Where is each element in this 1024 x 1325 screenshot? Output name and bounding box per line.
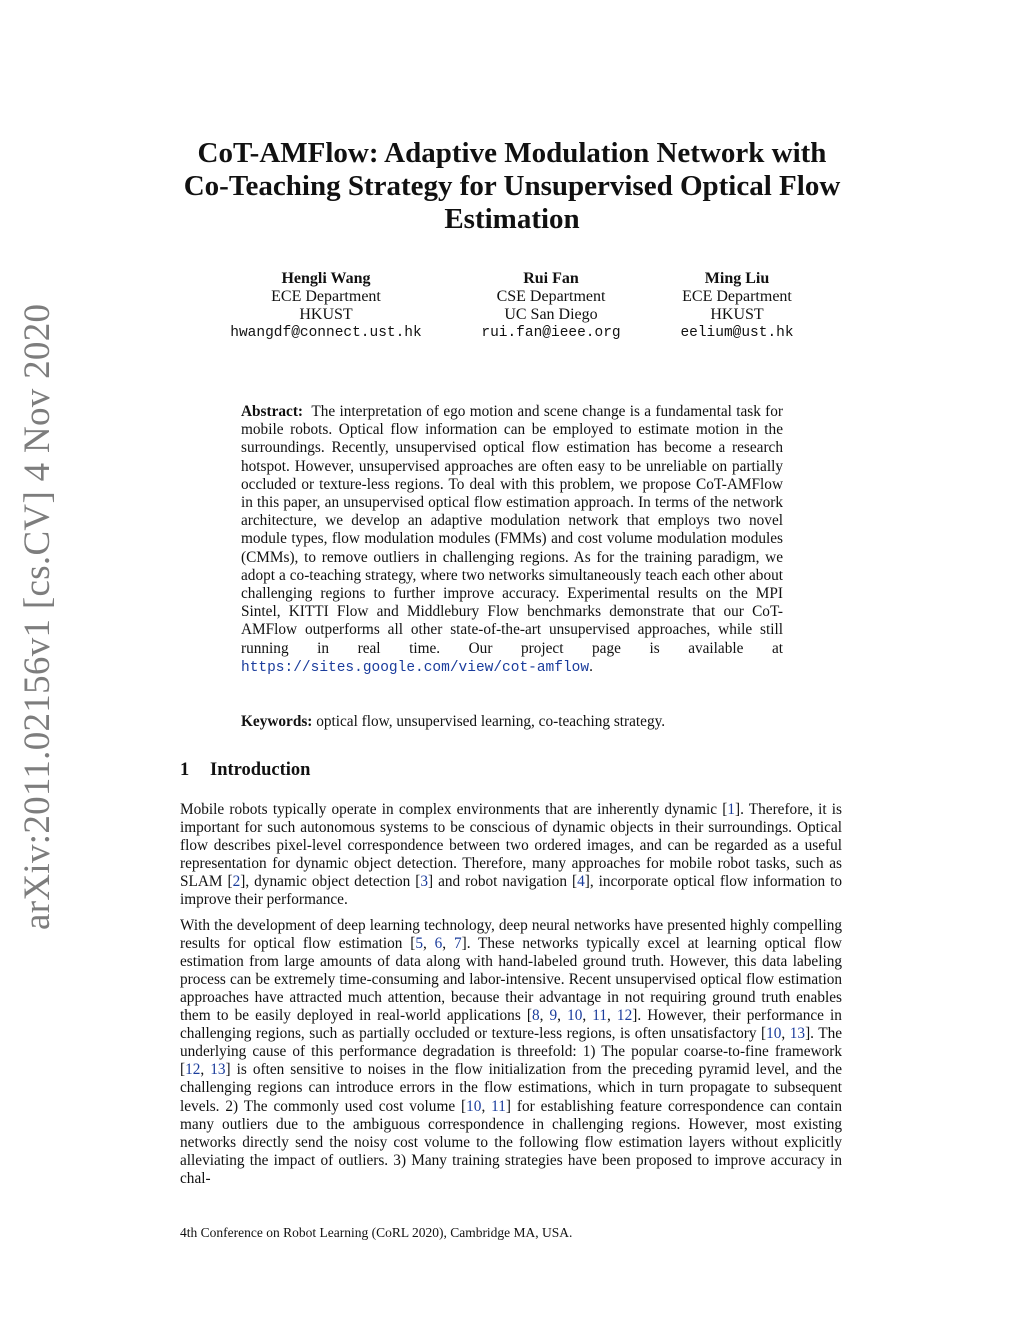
text-run: , [200, 1061, 211, 1079]
citation-link[interactable]: 12 [185, 1061, 201, 1079]
text-run: , [481, 1097, 492, 1115]
section-title: Introduction [210, 760, 311, 780]
author-block [216, 270, 436, 342]
citation-link[interactable]: 5 [415, 934, 423, 952]
citation-link[interactable]: 11 [592, 1007, 608, 1025]
author-department: CSE Department [496, 288, 606, 305]
text-run: ]. The underlying cause of this performance degradation is threefold: 1) The popular coarse-to-fine framework [ [180, 1025, 843, 1079]
text-run: ]. However, their performance in challenging regions, such as partially occluded or texture-less regions, is often unsatisfactory [ [180, 1007, 842, 1043]
arxiv-stamp: arXiv:2011.02156v1 [cs.CV] 4 Nov 2020 [17, 303, 58, 930]
text-run: ] for establishing feature correspondence can contain many outliers due to the ambiguous correspondence in challenging regions. However, most existing networks directly send the noisy cost volume to the following flow estimation layers without explicitly alleviating the impact of outliers. 3) Many training strategies have been proposed to improve accuracy in chal- [180, 1097, 843, 1187]
body-text [180, 801, 842, 1195]
text-run: , [423, 934, 435, 952]
text-run: ] and robot navigation [ [427, 873, 578, 891]
abstract [241, 403, 783, 677]
text-run: ] is often sensitive to noises in the flow initialization from the preceding pyramid level, and the challenging regions can introduce errors in the flow estimations, which in turn propagate to subsequent levels. 2) The commonly used cost volume [ [180, 1061, 843, 1115]
citation-link[interactable]: 10 [466, 1097, 482, 1115]
author-institution: HKUST [710, 306, 764, 323]
paragraph [180, 917, 842, 1188]
abstract-label: Abstract: [241, 403, 304, 420]
text-run: , [442, 934, 454, 952]
text-run: , [781, 1025, 790, 1043]
text-run: , [557, 1007, 568, 1025]
abstract-end: . [589, 657, 593, 675]
citation-link[interactable]: 10 [567, 1007, 583, 1025]
author-name: Ming Liu [704, 270, 770, 287]
citation-link[interactable]: 10 [766, 1025, 782, 1043]
author-name: Rui Fan [523, 270, 579, 287]
text-run: ], dynamic object detection [ [240, 873, 421, 891]
text-run: ]. These networks typically excel at learning optical flow estimation from large amounts of data along with hand-labeled ground truth. However, this data labeling process can be extremely time-consuming and labor-intensive. Recent unsupervised optical flow estimation approaches have attracted much attention, because their advantage in not requiring ground truth enables them to be easily deployed in real-world applications [ [180, 934, 842, 1025]
section-heading [180, 759, 310, 781]
paper-title: CoT-AMFlow: Adaptive Modulation Network with Co-Teaching Strategy for Unsupervised Optical Flow Estimation [183, 137, 841, 235]
author-email[interactable]: hwangdf@connect.ust.hk [230, 325, 422, 341]
author-email[interactable]: eelium@ust.hk [680, 325, 794, 341]
paragraph [180, 801, 842, 910]
text-run: Mobile robots typically operate in complex environments that are inherently dynamic [ [180, 801, 728, 818]
author-block [672, 270, 802, 342]
citation-link[interactable]: 3 [420, 873, 428, 891]
text-run: , [582, 1007, 593, 1025]
text-run: ]. Therefore, it is important for such autonomous systems to be conscious of dynamic objects in their surroundings. Optical flow describes pixel-level correspondence between two ordered images, and can be regarded as a useful representation for dynamic object detection. Therefore, many approaches for mobile robot tasks, such as SLAM [ [180, 801, 843, 891]
project-page-link[interactable]: https://sites.google.com/view/cot-amflow [241, 659, 590, 676]
author-email[interactable]: rui.fan@ieee.org [481, 325, 621, 341]
text-run: With the development of deep learning technology, deep neural networks have presented highly compelling results for optical flow estimation [ [180, 916, 842, 952]
citation-link[interactable]: 6 [434, 934, 443, 952]
keywords [241, 713, 801, 731]
author-institution: UC San Diego [504, 306, 598, 323]
citation-link[interactable]: 12 [616, 1007, 633, 1025]
text-run: , [607, 1007, 617, 1025]
citation-link[interactable]: 7 [453, 934, 462, 952]
author-name: Hengli Wang [281, 270, 371, 287]
section-number: 1 [180, 760, 190, 780]
citation-link[interactable]: 9 [549, 1007, 558, 1025]
citation-link[interactable]: 2 [232, 873, 241, 891]
footer-note: 4th Conference on Robot Learning (CoRL 2020), Cambridge MA, USA. [180, 1225, 573, 1240]
citation-link[interactable]: 13 [789, 1025, 806, 1043]
citation-link[interactable]: 8 [531, 1007, 540, 1025]
text-run: , [539, 1007, 550, 1025]
author-department: ECE Department [271, 288, 381, 305]
citation-link[interactable]: 11 [491, 1097, 506, 1115]
text-run: ], incorporate optical flow information to improve their performance. [180, 873, 843, 909]
keywords-text: optical flow, unsupervised learning, co-teaching strategy. [316, 713, 666, 730]
citation-link[interactable]: 1 [727, 801, 735, 818]
keywords-label: Keywords: [241, 713, 313, 730]
author-block [461, 270, 641, 342]
abstract-text: The interpretation of ego motion and scene change is a fundamental task for mobile robots. Optical flow information can be employed to estimate motion in the surroundings. Recently, unsupervised optical flow estimation has become a research hotspot. However, unsupervised approaches are often easy to be unreliable on partially occluded or texture-less regions. To deal with this problem, we propose CoT-AMFlow in this paper, an unsupervised optical flow estimation approach. In terms of the network architecture, we develop an adaptive modulation network that employs two novel module types, flow modulation modules (FMMs) and cost volume modulation modules (CMMs), to remove outliers in challenging regions. As for the training paradigm, we adopt a co-teaching strategy, where two networks simultaneously teach each other about challenging regions to further improve accuracy. Experimental results on the MPI Sintel, KITTI Flow and Middlebury Flow benchmarks demonstrate that our CoT-AMFlow outperforms all other state-of-the-art unsupervised approaches, while still running in real time. Our project page is available at [241, 403, 784, 657]
author-department: ECE Department [682, 288, 792, 305]
citation-link[interactable]: 4 [577, 873, 585, 891]
author-institution: HKUST [299, 306, 353, 323]
citation-link[interactable]: 13 [210, 1061, 226, 1079]
